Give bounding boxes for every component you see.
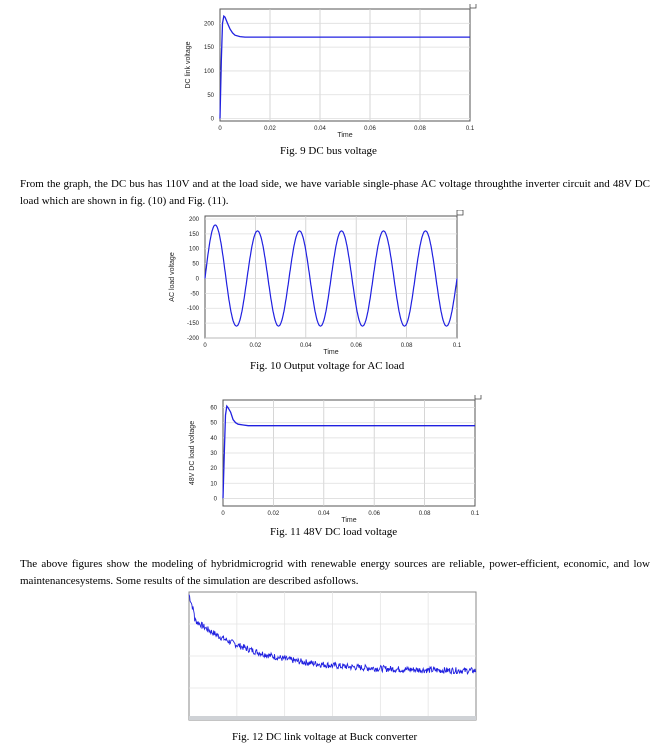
y-tick-label: 60 bbox=[210, 405, 217, 412]
figure-11-caption: Fig. 11 48V DC load voltage bbox=[270, 526, 398, 538]
x-tick-label: 0.04 bbox=[317, 511, 330, 517]
paragraph-1: From the graph, the DC bus has 110V and at the load side, we have variable single-phase AC voltage throughthe inverter circuit and 48V DC load which are shown in fig. (10) and Fig. (11). bbox=[20, 178, 650, 207]
y-tick-label: 0 bbox=[213, 496, 217, 503]
y-tick-label: -50 bbox=[190, 291, 199, 298]
figure-12-chart bbox=[185, 588, 480, 728]
x-tick-label: 0.08 bbox=[400, 343, 413, 349]
figure-10-chart bbox=[165, 210, 465, 360]
x-tick-label: 0.04 bbox=[299, 343, 312, 349]
x-tick-label: 0.1 bbox=[452, 343, 462, 349]
x-tick-label: 0.02 bbox=[264, 126, 276, 132]
x-tick-label: 0.08 bbox=[414, 126, 426, 132]
y-axis-label: DC link voltage bbox=[185, 41, 192, 89]
x-axis-label: Time bbox=[341, 517, 357, 524]
y-tick-label: 10 bbox=[210, 481, 217, 488]
x-tick-label: 0.1 bbox=[470, 511, 480, 517]
x-tick-label: 0.08 bbox=[418, 511, 431, 517]
x-tick-label: 0.06 bbox=[350, 343, 363, 349]
y-tick-label: 150 bbox=[188, 231, 199, 238]
figure-9-caption: Fig. 9 DC bus voltage bbox=[280, 145, 377, 157]
y-tick-label: 50 bbox=[207, 92, 214, 99]
x-tick-label: 0.06 bbox=[364, 126, 376, 132]
y-axis-label: 48V DC load voltage bbox=[189, 420, 196, 486]
x-tick-label: 0.02 bbox=[249, 343, 262, 349]
y-tick-label: 0 bbox=[210, 116, 214, 123]
x-tick-label: 0.04 bbox=[314, 126, 326, 132]
figure-10-caption: Fig. 10 Output voltage for AC load bbox=[250, 360, 405, 372]
x-axis-label: Time bbox=[337, 132, 353, 139]
y-tick-label: -150 bbox=[186, 321, 199, 328]
x-tick-label: 0 bbox=[203, 343, 207, 349]
y-tick-label: 200 bbox=[203, 21, 214, 28]
corner-marker-icon bbox=[475, 395, 481, 399]
paragraph-2: The above figures show the modeling of hybridmicrogrid with renewable energy sources are reliable, power-efficient, economic, and low maintenancesystems. Some results of the simulation are described asfollows. bbox=[20, 558, 650, 587]
y-tick-label: 40 bbox=[210, 435, 217, 442]
y-tick-label: 20 bbox=[210, 466, 217, 473]
y-tick-label: 100 bbox=[203, 68, 214, 75]
y-tick-label: -100 bbox=[186, 306, 199, 313]
corner-marker-icon bbox=[470, 4, 476, 8]
y-tick-label: 200 bbox=[188, 216, 199, 223]
figure-11-chart bbox=[185, 395, 485, 530]
figure-12-caption: Fig. 12 DC link voltage at Buck converter bbox=[232, 731, 418, 743]
y-tick-label: 30 bbox=[210, 451, 217, 457]
y-axis-label: AC load voltage bbox=[169, 252, 176, 302]
y-tick-label: 0 bbox=[195, 276, 199, 283]
y-tick-label: 150 bbox=[203, 45, 214, 52]
x-tick-label: 0.02 bbox=[267, 511, 280, 517]
time-scale-strip bbox=[189, 716, 476, 720]
y-tick-label: 50 bbox=[210, 420, 217, 427]
y-tick-label: 50 bbox=[192, 261, 199, 268]
plot-frame bbox=[220, 9, 470, 121]
x-tick-label: 0 bbox=[221, 511, 225, 517]
x-tick-label: 0.06 bbox=[368, 511, 381, 517]
corner-marker-icon bbox=[457, 210, 463, 215]
x-tick-label: 0.1 bbox=[465, 126, 475, 132]
y-tick-label: 100 bbox=[188, 246, 199, 253]
y-tick-label: -200 bbox=[186, 336, 199, 342]
x-axis-label: Time bbox=[323, 349, 339, 356]
x-tick-label: 0 bbox=[218, 126, 222, 132]
figure-9-chart bbox=[180, 4, 480, 144]
